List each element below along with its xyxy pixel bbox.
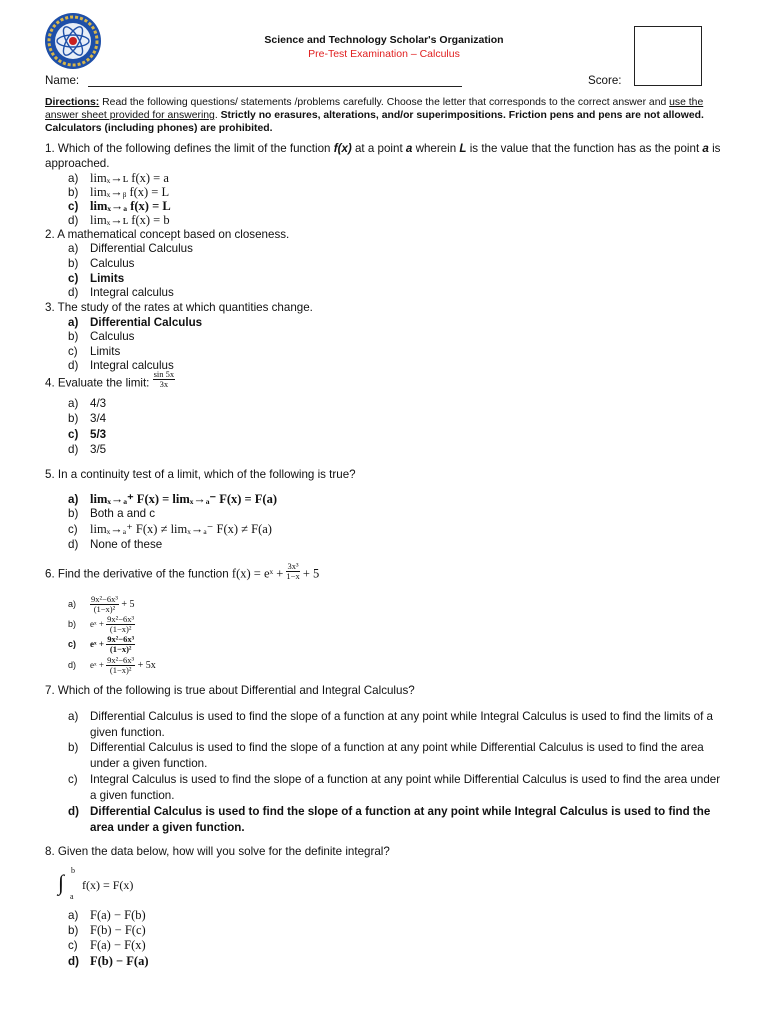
q2-option-a xyxy=(68,242,193,257)
q1-L: L xyxy=(459,142,467,155)
option-letter: a) xyxy=(68,242,79,255)
q7-option-c xyxy=(68,772,728,803)
option-text: 4/3 xyxy=(90,397,107,410)
option-letter: b) xyxy=(68,618,77,629)
integral-upper-limit: b xyxy=(71,866,75,875)
q3-option-c xyxy=(68,345,120,360)
option-text: Limits xyxy=(90,272,125,285)
q4-text: 4. Evaluate the limit: xyxy=(45,376,153,390)
option-letter: d) xyxy=(68,805,79,818)
q8-integral xyxy=(58,868,178,904)
q5-option-c xyxy=(68,522,272,538)
option-letter: c) xyxy=(68,428,79,441)
q1-a: a xyxy=(405,142,413,155)
option-text: F(a) − F(b) xyxy=(90,908,146,922)
option-letter: d) xyxy=(68,359,79,372)
option-letter: c) xyxy=(68,272,79,285)
option-letter: d) xyxy=(68,955,79,968)
option-text: Integral Calculus is used to find the slope of a function at any point while Differential Calculus is used to find the area under a given function. xyxy=(90,773,721,802)
option-letter: c) xyxy=(68,939,78,952)
option-letter: b) xyxy=(68,412,79,425)
option-text: limₓ→ʟ f(x) = a xyxy=(90,171,169,185)
q1-option-d xyxy=(68,213,170,229)
q4-option-c xyxy=(68,428,106,443)
q2-option-c xyxy=(68,272,124,287)
option-text: limₓ→ₐ⁺ F(x) ≠ limₓ→ₐ⁻ F(x) ≠ F(a) xyxy=(90,522,272,536)
integral-lower-limit: a xyxy=(70,892,74,901)
option-pre: eˣ + xyxy=(90,618,107,629)
option-letter: c) xyxy=(68,523,78,536)
option-text: Differential Calculus is used to find the slope of a function at any point while Integral Calculus is used to find the area under a given function. xyxy=(90,805,711,834)
option-numerator: 9x²−6x³ xyxy=(107,655,135,665)
option-denominator: (1−x)² xyxy=(109,624,132,634)
option-letter: b) xyxy=(68,507,79,520)
directions-text: Read the following questions/ statements /problems carefully. Choose the letter that corresponds to the correct answer and xyxy=(99,97,670,108)
option-letter: a) xyxy=(68,598,77,609)
directions-label: Directions: xyxy=(45,97,100,108)
q6-func-numerator: 3x³ xyxy=(287,561,299,571)
directions-underlined: use the answer sheet provided for answering xyxy=(45,97,704,121)
option-letter: c) xyxy=(68,773,78,786)
option-letter: d) xyxy=(68,659,77,670)
option-letter: a) xyxy=(68,172,79,185)
q6-function-left: f(x) = eˣ + xyxy=(231,566,287,581)
q1-text-e: is approached. xyxy=(45,142,721,170)
option-fraction xyxy=(106,615,135,634)
q3-option-b xyxy=(68,330,134,345)
q8-option-c xyxy=(68,938,146,954)
option-text: 3/5 xyxy=(90,443,107,456)
q1-a2: a xyxy=(702,142,709,155)
option-text: F(b) − F(a) xyxy=(90,954,149,968)
option-fraction xyxy=(106,656,135,675)
option-text: Calculus xyxy=(90,330,135,343)
option-text: F(a) − F(x) xyxy=(90,938,146,952)
option-pre: eˣ + xyxy=(90,638,107,649)
option-post: + 5x xyxy=(135,659,156,671)
name-line xyxy=(88,86,462,87)
option-denominator: (1−x)² xyxy=(93,604,116,614)
option-text: 5/3 xyxy=(90,428,107,441)
q1-text: 1. Which of the following defines the limit of the function xyxy=(45,142,334,155)
option-text: Integral calculus xyxy=(90,286,174,299)
option-post: + 5 xyxy=(118,598,135,610)
option-letter: b) xyxy=(68,330,79,343)
q6-func-denominator: 1−x xyxy=(286,571,300,581)
option-text: 3/4 xyxy=(90,412,107,425)
q5-option-d xyxy=(68,538,162,553)
option-text: limₓ→ᵦ f(x) = L xyxy=(90,185,170,199)
option-text: Differential Calculus xyxy=(90,316,203,329)
option-text: None of these xyxy=(90,538,163,551)
q8-option-b xyxy=(68,923,146,939)
option-pre: eˣ + xyxy=(90,659,107,670)
option-text: Integral calculus xyxy=(90,359,174,372)
integral-sign-icon: ∫ xyxy=(58,870,65,895)
q1-fx: f(x) xyxy=(333,142,352,155)
option-text: limₓ→ʟ f(x) = b xyxy=(90,213,170,227)
option-fraction xyxy=(90,595,119,614)
option-letter: b) xyxy=(68,741,79,754)
option-letter: a) xyxy=(68,316,79,329)
option-fraction xyxy=(106,635,135,654)
option-denominator: (1−x)² xyxy=(109,644,132,654)
option-letter: a) xyxy=(68,397,79,410)
q1-text-c: wherein xyxy=(412,142,460,155)
q4-option-a xyxy=(68,397,106,412)
directions-text-2: . xyxy=(214,110,221,121)
q8-option-d xyxy=(68,954,149,970)
option-letter: a) xyxy=(68,710,79,723)
name-label: Name: xyxy=(45,74,80,87)
q6-text: 6. Find the derivative of the function xyxy=(45,567,232,581)
option-denominator: (1−x)² xyxy=(109,665,132,675)
q2-option-b xyxy=(68,257,134,272)
option-text: Differential Calculus xyxy=(90,242,193,255)
question-5: 5. In a continuity test of a limit, which of the following is true? xyxy=(45,468,356,481)
q8-option-a xyxy=(68,908,146,924)
q6-option-c xyxy=(68,635,135,654)
q7-option-a xyxy=(68,709,728,740)
option-letter: a) xyxy=(68,493,79,506)
option-letter: c) xyxy=(68,638,77,649)
q6-option-a xyxy=(68,595,135,614)
q1-text-b: at a point xyxy=(351,142,406,155)
option-letter: b) xyxy=(68,186,79,199)
option-text: Calculus xyxy=(90,257,135,270)
q6-option-d xyxy=(68,656,156,675)
score-label: Score: xyxy=(588,74,622,87)
option-letter: d) xyxy=(68,286,79,299)
q5-option-b xyxy=(68,507,155,522)
q4-option-b xyxy=(68,412,106,427)
option-text: F(b) − F(c) xyxy=(90,923,146,937)
question-1 xyxy=(45,142,725,171)
question-6 xyxy=(45,561,725,584)
q2-option-d xyxy=(68,286,174,301)
directions xyxy=(45,96,725,135)
q4-fraction xyxy=(153,370,176,389)
option-text: Both a and c xyxy=(90,507,156,520)
q3-option-a xyxy=(68,316,202,331)
option-letter: b) xyxy=(68,924,79,937)
question-2: 2. A mathematical concept based on closeness. xyxy=(45,228,290,241)
option-text: Differential Calculus is used to find the slope of a function at any point while Differential Calculus is used to find the area under a given function. xyxy=(90,741,704,770)
q7-option-d xyxy=(68,804,728,835)
q4-numerator: sin 5x xyxy=(153,369,175,379)
question-4 xyxy=(45,369,725,393)
option-text: Differential Calculus is used to find the slope of a function at any point while Integral Calculus is used to find the limits of a given function. xyxy=(90,710,713,739)
score-box xyxy=(634,26,702,86)
directions-rules: Strictly no erasures, alterations, and/or superimpositions. Friction pens and pens are not allowed. Calculators (including phones) are prohibited. xyxy=(45,110,704,134)
option-letter: d) xyxy=(68,443,79,456)
option-text: limₓ→ₐ f(x) = L xyxy=(90,199,171,213)
q6-option-b xyxy=(68,615,135,634)
option-numerator: 9x²−6x³ xyxy=(107,634,135,644)
exam-title: Pre-Test Examination – Calculus xyxy=(308,48,460,60)
q6-function-fraction xyxy=(286,562,299,581)
option-text: limₓ→ₐ⁺ F(x) = limₓ→ₐ⁻ F(x) = F(a) xyxy=(90,492,277,506)
question-7: 7. Which of the following is true about Differential and Integral Calculus? xyxy=(45,684,415,697)
option-text: Limits xyxy=(90,345,121,358)
option-letter: d) xyxy=(68,538,79,551)
q1-text-d: is the value that the function has as the point xyxy=(466,142,703,155)
organization-name: Science and Technology Scholar's Organization xyxy=(264,34,504,46)
option-numerator: 9x²−6x³ xyxy=(107,614,135,624)
option-letter: a) xyxy=(68,909,79,922)
q5-option-a xyxy=(68,492,277,508)
integrand: f(x) = F(x) xyxy=(82,878,134,892)
question-3: 3. The study of the rates at which quantities change. xyxy=(45,301,313,314)
q4-denominator: 3x xyxy=(159,379,169,389)
option-letter: c) xyxy=(68,345,78,358)
option-numerator: 9x²−6x³ xyxy=(91,594,118,604)
option-letter: c) xyxy=(68,200,79,213)
q7-option-b xyxy=(68,740,728,771)
q4-option-d xyxy=(68,443,106,458)
option-letter: b) xyxy=(68,257,79,270)
q6-function-right: + 5 xyxy=(299,566,320,581)
option-letter: d) xyxy=(68,214,79,227)
question-8: 8. Given the data below, how will you solve for the definite integral? xyxy=(45,845,390,858)
